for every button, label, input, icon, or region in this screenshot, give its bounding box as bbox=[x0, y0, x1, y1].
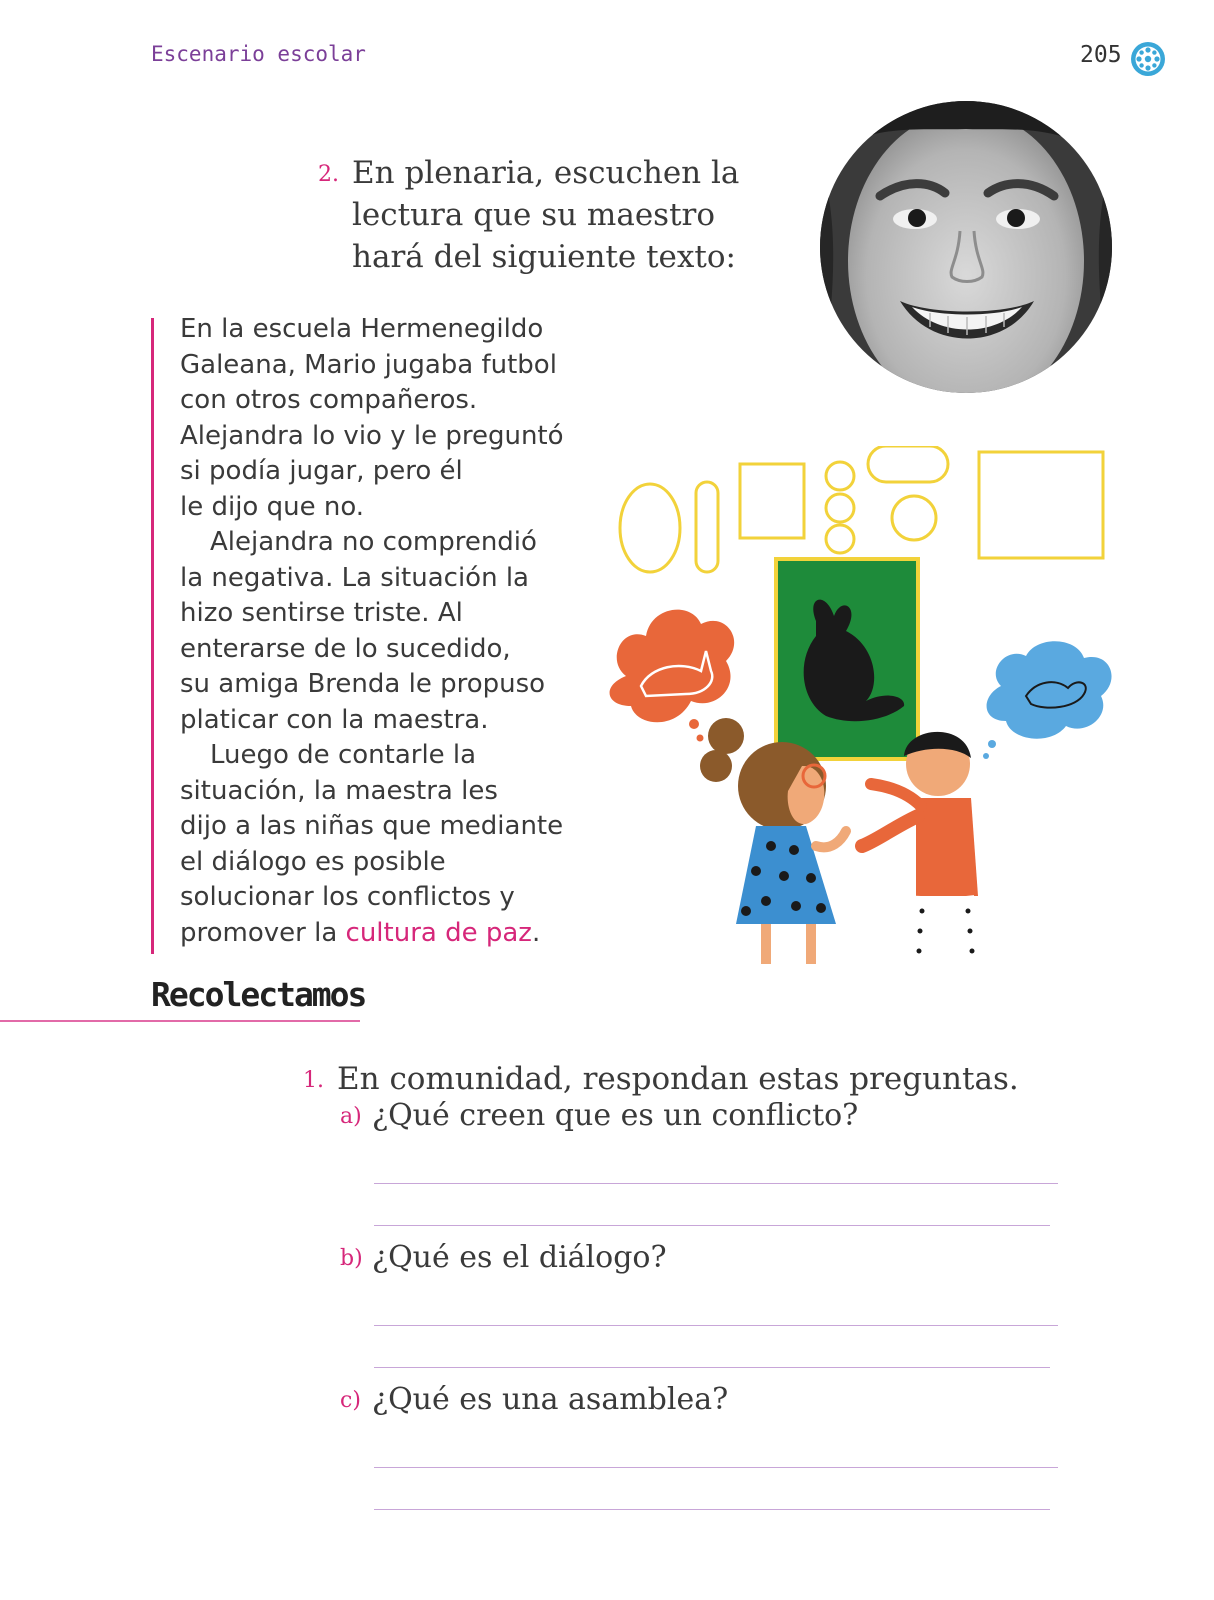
answer-line[interactable] bbox=[374, 1367, 1050, 1368]
reading-line: Luego de contarle la bbox=[210, 740, 477, 770]
reading-line-prefix: promover la bbox=[180, 917, 346, 948]
children-shadow-illustration bbox=[606, 446, 1126, 996]
question-text: ¿Qué creen que es un conflicto? bbox=[372, 1098, 859, 1133]
activity-1-number: 1. bbox=[303, 1068, 324, 1093]
question-text: ¿Qué es una asamblea? bbox=[372, 1382, 729, 1417]
question-b bbox=[340, 1240, 667, 1275]
question-a bbox=[340, 1098, 858, 1133]
section-title: Recolectamos bbox=[151, 975, 366, 1014]
reading-line: la negativa. La situación la bbox=[180, 562, 529, 593]
reading-line: Galeana, Mario jugaba futbol bbox=[180, 349, 557, 380]
answer-line[interactable] bbox=[374, 1225, 1050, 1226]
question-letter: b) bbox=[340, 1246, 363, 1271]
answer-line[interactable] bbox=[374, 1509, 1050, 1510]
activity-2 bbox=[318, 152, 778, 275]
activity-1-prompt: En comunidad, respondan estas preguntas. bbox=[337, 1061, 1019, 1097]
activity-2-line: En plenaria, escuchen la bbox=[352, 155, 740, 191]
reading-line: situación, la maestra les bbox=[180, 775, 498, 806]
reading-line: Alejandra lo vio y le preguntó bbox=[180, 420, 564, 451]
activity-2-line: lectura que su maestro bbox=[352, 197, 716, 233]
activity-2-number: 2. bbox=[318, 162, 339, 187]
reading-line: enterarse de lo sucedido, bbox=[180, 633, 511, 664]
reading-line: solucionar los conflictos y bbox=[180, 882, 515, 912]
reading-line-suffix: . bbox=[531, 917, 541, 948]
quote-bar bbox=[151, 318, 154, 954]
reading-passage bbox=[180, 312, 600, 951]
reading-line: platicar con la maestra. bbox=[180, 704, 489, 735]
section-rule bbox=[0, 1020, 360, 1022]
reading-paragraph-2 bbox=[180, 525, 600, 738]
answer-line[interactable] bbox=[374, 1325, 1058, 1326]
reading-paragraph-3 bbox=[180, 738, 600, 951]
question-text: ¿Qué es el diálogo? bbox=[372, 1240, 667, 1275]
reading-line: con otros compañeros. bbox=[180, 385, 478, 415]
answer-line[interactable] bbox=[374, 1183, 1058, 1184]
activity-2-line: hará del siguiente texto: bbox=[352, 239, 736, 275]
girl-portrait-photo bbox=[820, 101, 1112, 393]
flower-badge-icon bbox=[1129, 40, 1167, 78]
reading-line: su amiga Brenda le propuso bbox=[180, 669, 546, 699]
question-c bbox=[340, 1382, 728, 1417]
reading-line: le dijo que no. bbox=[180, 491, 365, 522]
question-letter: c) bbox=[340, 1388, 361, 1413]
reading-line: hizo sentirse triste. Al bbox=[180, 598, 463, 628]
reading-line: dijo a las niñas que mediante bbox=[180, 811, 564, 841]
reading-paragraph-1 bbox=[180, 312, 600, 525]
page-number: 205 bbox=[1080, 42, 1122, 68]
reading-line: el diálogo es posible bbox=[180, 846, 446, 877]
section-name: Escenario escolar bbox=[151, 42, 366, 66]
reading-line: En la escuela Hermenegildo bbox=[180, 314, 544, 344]
glossary-term-cultura-de-paz: cultura de paz bbox=[345, 917, 532, 948]
answer-line[interactable] bbox=[374, 1467, 1058, 1468]
activity-1 bbox=[303, 1058, 1019, 1102]
reading-line: si podía jugar, pero él bbox=[180, 456, 463, 486]
reading-line: Alejandra no comprendió bbox=[210, 527, 537, 557]
question-letter: a) bbox=[340, 1104, 362, 1129]
